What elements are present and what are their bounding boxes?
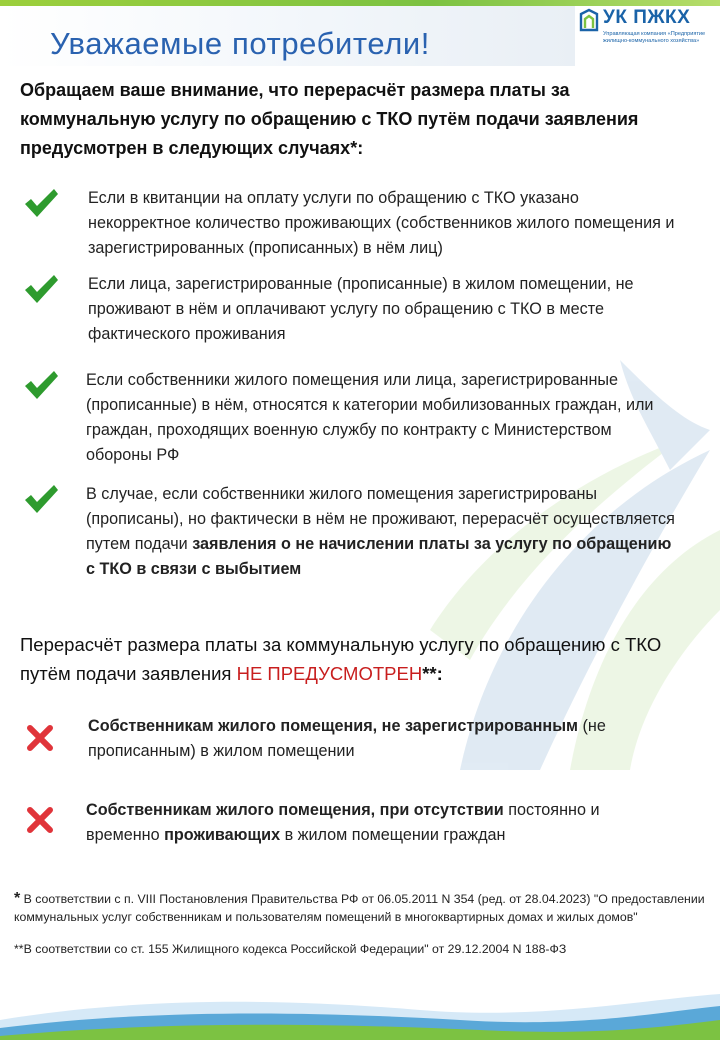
intro-heading-mark: *: <box>350 138 364 158</box>
cross-icon <box>26 806 54 834</box>
not-allowed-heading-text: Перерасчёт размера платы за коммунальную услугу по обращению с ТКО путём подачи заявления <box>20 634 662 684</box>
footnote-first-text: В соответствии с п. VIII Постановления Правительства РФ от 06.05.2011 N 354 (ред. от 28.04.2023) "О предоставлении коммунальных услуг собственникам и пользователям помещений в многоквартирных домах и жилых домов" <box>14 892 705 924</box>
allowed-case-bold: заявления о не начислении платы за услугу по обращению с ТКО в связи с выбытием <box>86 535 672 578</box>
intro-heading <box>20 76 700 163</box>
not-allowed-bold: Собственникам жилого помещения, при отсутствии <box>86 801 504 819</box>
logo-name: УК ПЖКХ <box>603 7 691 28</box>
not-allowed-text <box>86 798 676 848</box>
header-banner <box>0 6 575 66</box>
check-icon <box>22 482 60 516</box>
not-allowed-plain: (не прописанным) в жилом помещении <box>88 717 606 760</box>
allowed-case-text <box>86 482 676 582</box>
not-allowed-heading <box>20 630 700 688</box>
bottom-wave-decoration <box>0 990 720 1040</box>
allowed-case-text: Если собственники жилого помещения или лица, зарегистрированные (прописанные) в нём, относятся к категории мобилизованных граждан, или граждан, проходящих военную службу по контракту с Министерством обороны РФ <box>86 371 654 464</box>
check-icon <box>22 368 60 402</box>
allowed-case-text: Если в квитанции на оплату услуги по обращению с ТКО указано некорректное количество проживающих (собственников жилого помещения и зарегистрированных (прописанных) в нём лиц) <box>88 189 675 257</box>
logo-subtitle: Управляющая компания «Предприятие жилищно-коммунального хозяйства» <box>603 31 706 44</box>
not-allowed-heading-accent: НЕ ПРЕДУСМОТРЕН <box>236 663 423 684</box>
footnote-second: **В соответствии со ст. 155 Жилищного кодекса Российской Федерации" от 29.12.2004 N 188-ФЗ <box>14 942 567 956</box>
check-icon <box>22 272 60 306</box>
not-allowed-text <box>88 714 678 764</box>
intro-heading-text: Обращаем ваше внимание, что перерасчёт размера платы за коммунальную услугу по обращению с ТКО путём подачи заявления предусмотрен в следующих случаях <box>20 80 639 158</box>
uk-pzhkh-logo-icon <box>577 8 601 32</box>
not-allowed-bold: Собственникам жилого помещения, не зарегистрированным <box>88 717 579 735</box>
not-allowed-plain: постоянно и временно <box>86 801 600 844</box>
check-icon <box>22 186 60 220</box>
cross-icon <box>26 724 54 752</box>
page-title: Уважаемые потребители! <box>50 26 431 61</box>
allowed-case-plain: В случае, если собственники жилого помещения зарегистрированы (прописаны), но фактически в нём не проживают, перерасчёт осуществляется путем подачи <box>86 485 675 553</box>
footnote-first <box>14 890 714 926</box>
footnote-mark: * <box>14 890 21 907</box>
not-allowed-plain-2: в жилом помещении граждан <box>284 826 506 844</box>
not-allowed-heading-mark: **: <box>422 663 443 684</box>
allowed-case-text: Если лица, зарегистрированные (прописанные) в жилом помещении, не проживают в нём и оплачивают услугу по обращению с ТКО в месте фактического проживания <box>88 275 634 343</box>
company-logo <box>577 8 717 54</box>
not-allowed-bold-2: проживающих <box>164 826 281 844</box>
footnotes <box>14 890 714 958</box>
